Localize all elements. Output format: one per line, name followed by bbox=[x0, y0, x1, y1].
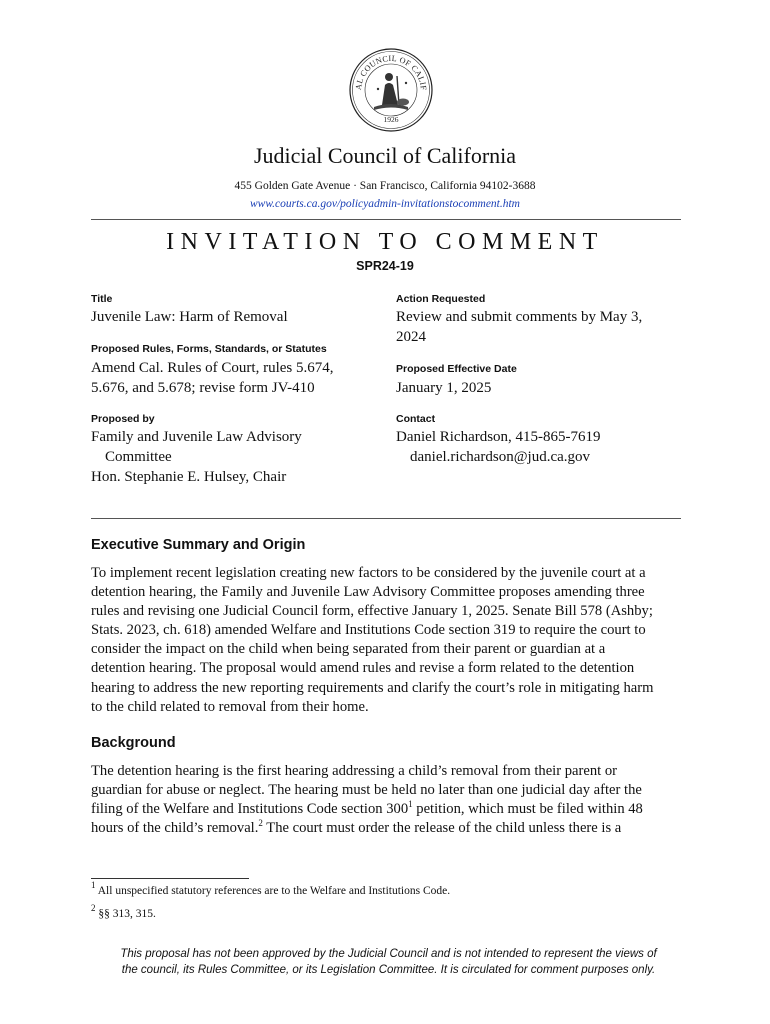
proposed-by-value bbox=[91, 427, 302, 487]
action-requested-label: Action Requested bbox=[396, 293, 486, 305]
contact-value bbox=[396, 427, 601, 467]
fields-divider bbox=[91, 518, 681, 519]
proposed-by-label: Proposed by bbox=[91, 413, 155, 425]
seal-text: AL COUNCIL OF CALIF bbox=[353, 53, 429, 91]
organization-address: 455 Golden Gate Avenue · San Francisco, California 94102-3688 bbox=[234, 180, 536, 192]
action-requested-line: Review and submit comments by May 3, bbox=[396, 309, 643, 325]
footnote-1 bbox=[91, 880, 451, 897]
background-text: hours of the child’s removal. bbox=[91, 820, 259, 837]
summary-line: hearing to address the new reporting requirements and clarify the court’s role in mitigating harm bbox=[91, 679, 654, 696]
header-divider bbox=[91, 219, 681, 220]
contact-name-phone: Daniel Richardson, 415-865-7619 bbox=[396, 429, 601, 445]
background-text: filing of the Welfare and Institutions Code section 300 bbox=[91, 801, 409, 818]
footnote-text: All unspecified statutory references are to the Welfare and Institutions Code. bbox=[97, 885, 451, 897]
organization-name: Judicial Council of California bbox=[253, 143, 517, 168]
background-line bbox=[91, 819, 681, 838]
document-type-title: INVITATION TO COMMENT bbox=[166, 229, 604, 255]
background-line: The detention hearing is the first hearing addressing a child’s removal from their parent or bbox=[91, 763, 618, 779]
disclaimer-line: This proposal has not been approved by the Judicial Council and is not intended to represent the views of bbox=[120, 948, 657, 960]
proposed-rules-value bbox=[91, 358, 333, 398]
proposed-rules-line: Amend Cal. Rules of Court, rules 5.674, bbox=[91, 360, 334, 376]
effective-date-label: Proposed Effective Date bbox=[396, 363, 517, 375]
background-line: guardian for abuse or neglect. The hearing must be held no later than one judicial day after the bbox=[91, 782, 642, 799]
title-value: Juvenile Law: Harm of Removal bbox=[91, 309, 288, 325]
footnote-text: §§ 313, 315. bbox=[98, 908, 156, 920]
background-text: petition, which must be filed within 48 bbox=[412, 801, 643, 818]
action-requested-line: 2024 bbox=[396, 329, 426, 345]
background-text: The court must order the release of the child unless there is a bbox=[262, 820, 622, 837]
footnote-ref-1[interactable]: 1 bbox=[408, 799, 413, 810]
footnote-2 bbox=[91, 903, 156, 920]
summary-line: rules and revising one Judicial Council form, effective January 1, 2025. Senate Bill 578 (Ashby; bbox=[91, 603, 653, 620]
action-requested-value bbox=[396, 307, 642, 347]
title-label: Title bbox=[91, 293, 113, 305]
summary-heading: Executive Summary and Origin bbox=[91, 537, 306, 553]
summary-paragraph bbox=[91, 564, 681, 717]
proposed-rules-label: Proposed Rules, Forms, Standards, or Statutes bbox=[91, 343, 327, 355]
proposed-rules-line: 5.676, and 5.678; revise form JV-410 bbox=[91, 380, 315, 396]
footnote-mark: 2 bbox=[91, 903, 96, 913]
summary-line: consider the impact on the child when being separated from their parent or guardian at a bbox=[91, 641, 606, 658]
judicial-council-seal bbox=[348, 47, 434, 133]
summary-line: To implement recent legislation creating new factors to be considered by the juvenile court at a bbox=[91, 565, 646, 581]
background-paragraph bbox=[91, 762, 681, 838]
summary-line: detention hearing. The proposal would amend rules and revise a form related to the detention bbox=[91, 660, 635, 677]
proposed-by-line: Committee bbox=[105, 449, 172, 465]
summary-line: to the child related to removal from their home. bbox=[91, 698, 369, 715]
seal-year: 1926 bbox=[383, 115, 399, 124]
footnote-divider bbox=[91, 878, 249, 879]
effective-date-value: January 1, 2025 bbox=[396, 380, 492, 396]
document-number: SPR24-19 bbox=[356, 259, 414, 273]
contact-label: Contact bbox=[396, 413, 436, 425]
comments-url-link[interactable]: www.courts.ca.gov/policyadmin-invitationstocomment.htm bbox=[249, 198, 520, 210]
summary-line: Stats. 2023, ch. 618) amended Welfare and Institutions Code section 319 to require the court to bbox=[91, 622, 646, 639]
summary-line: detention hearing, the Family and Juvenile Law Advisory Committee proposes amending three bbox=[91, 584, 645, 601]
proposed-by-line: Family and Juvenile Law Advisory bbox=[91, 429, 302, 445]
proposed-by-line: Hon. Stephanie E. Hulsey, Chair bbox=[91, 469, 287, 485]
disclaimer-line: the council, its Rules Committee, or its Legislation Committee. It is circulated for comment purposes only. bbox=[121, 963, 656, 976]
contact-email-link[interactable]: daniel.richardson@jud.ca.gov bbox=[410, 449, 591, 465]
disclaimer bbox=[91, 947, 686, 978]
background-heading: Background bbox=[91, 735, 176, 751]
footnote-mark: 1 bbox=[91, 880, 96, 890]
footnote-ref-2[interactable]: 2 bbox=[258, 818, 263, 829]
background-line bbox=[91, 800, 681, 819]
